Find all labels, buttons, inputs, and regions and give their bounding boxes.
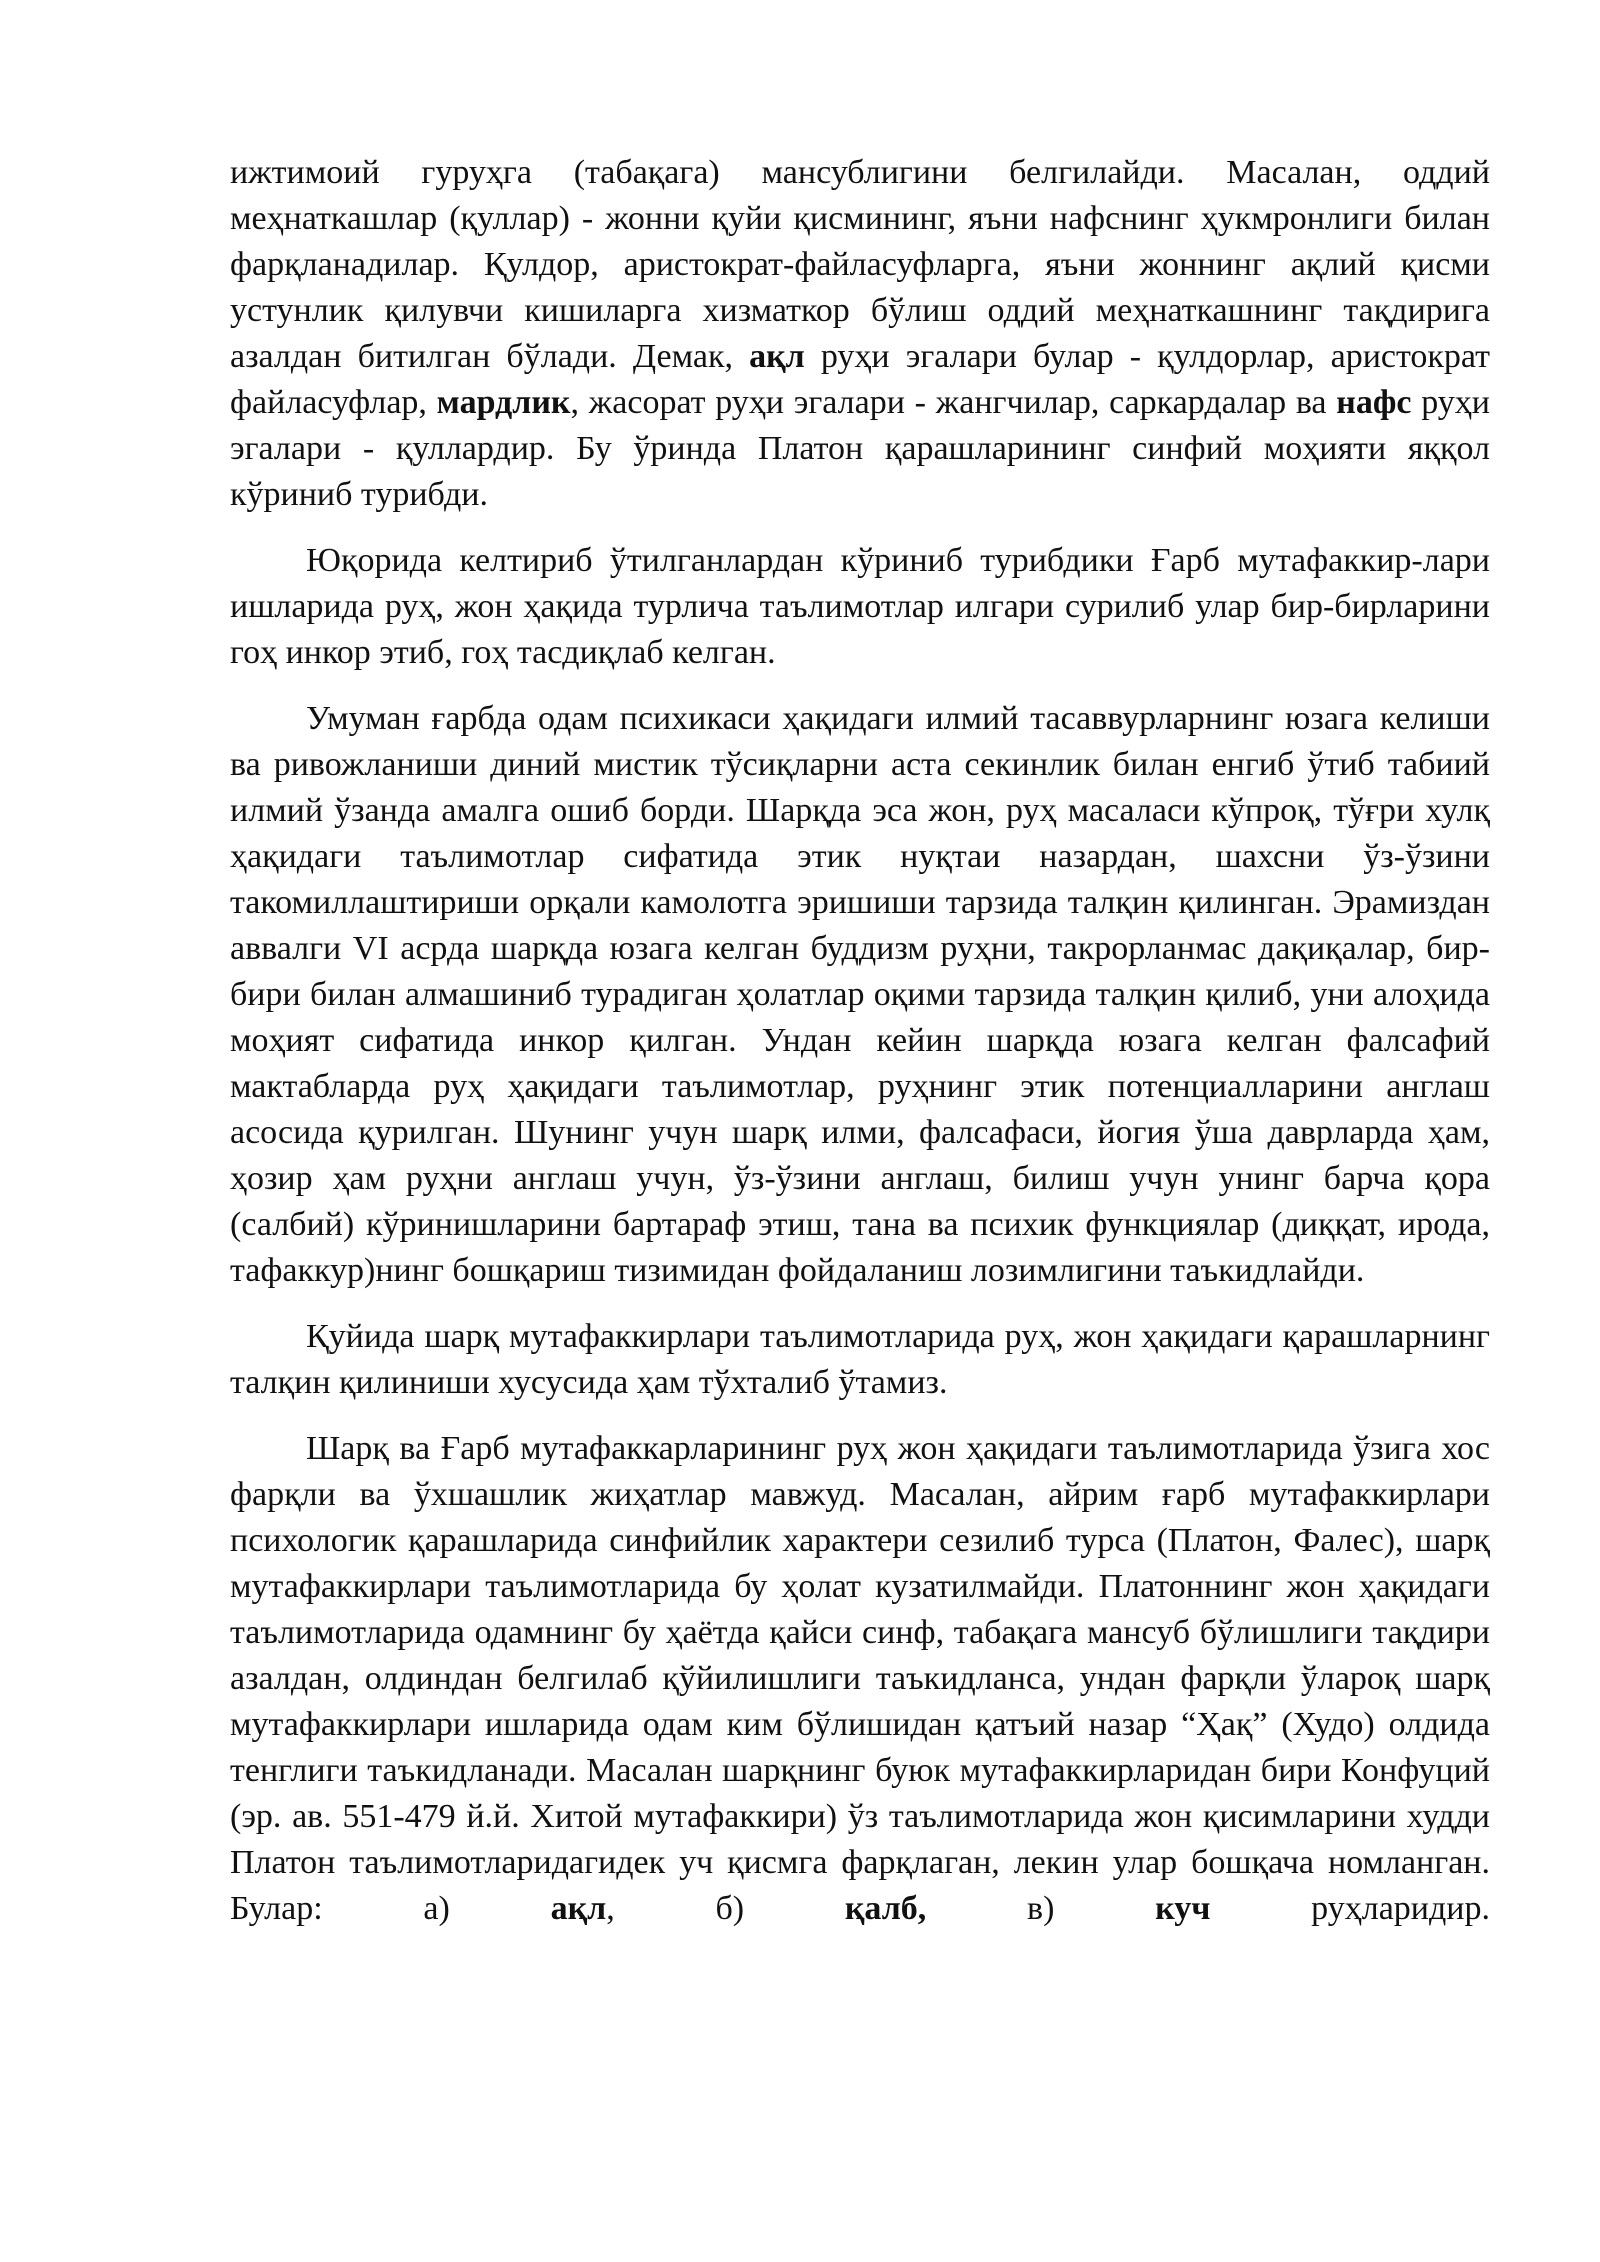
text-segment: Шарқ ва Ғарб мутафаккарларининг руҳ жон ҳақидаги таълимотларида ўзига хос фарқли ва ўхшашлик жиҳатлар мавжуд. Масалан, айрим ғарб мутафаккирлари психологик қарашларида синфийлик характери сезилиб турса (Платон, Фалес), шарқ мутафаккирлари таълимотларида бу ҳолат кузатилмайди. Платоннинг жон ҳақидаги таълимотларида одамнинг бу ҳаётда қайси синф, табақага мансуб бўлишлиги тақдири азалдан, олдиндан белгилаб қўйилишлиги таъкидланса, ундан фарқли ўлароқ шарқ мутафаккирлари ишларида одам ким бўлишидан қатъий назар “Ҳақ” (Худо) олдида тенглиги таъкидланади. Масалан шарқнинг буюк мутафаккирларидан бири Конфуций (эр. ав. 551-479 й.й. Хитой мутафаккири) ўз таълимотларида жон қисимларини худди Платон таълимотларидагидек уч қисмга фарқлаган, лекин улар бошқача номланган. Булар: а) [230,1430,1490,1927]
paragraph-3 [230,696,1490,1294]
bold-term: қалб, [844,1890,927,1927]
text-segment: Умуман ғарбда одам психикаси ҳақидаги илмий тасаввурларнинг юзага келиши ва ривожланиши диний мистик тўсиқларни аста секинлик билан енгиб ўтиб табиий илмий ўзанда амалга ошиб борди. Шарқда эса жон, руҳ масаласи кўпроқ, тўғри хулқ ҳақидаги таълимотлар сифатида этик нуқтаи назардан, шахсни ўз-ўзини такомиллаштириши орқали камолотга эришиши тарзида талқин қилинган. Эрамиздан аввалги VI асрда шарқда юзага келган буддизм руҳни, такрорланмас дақиқалар, бир-бири билан алмашиниб турадиган ҳолатлар оқими тарзида талқин қилиб, уни алоҳида моҳият сифатида инкор қилган. Ундан кейин шарқда юзага келган фалсафий мактабларда руҳ ҳақидаги таълимотлар, руҳнинг этик потенциалларини англаш асосида қурилган. Шунинг учун шарқ илми, фалсафаси, йогия ўша даврларда ҳам, ҳозир ҳам руҳни англаш учун, ўз-ўзини англаш, билиш учун унинг барча қора (салбий) кўринишларини бартараф этиш, тана ва психик функциялар (диққат, ирода, тафаккур)нинг бошқариш тизимидан фойдаланиш лозимлигини таъкидлайди. [230,700,1490,1289]
text-segment: руҳи эгалари - қуллардир. Бу ўринда Платон қарашларининг синфий моҳияти яққол кўриниб турибди. [230,384,1490,513]
bold-term: мардлик [436,384,571,421]
paragraph-4 [230,1314,1490,1406]
text-segment: в) [926,1890,1156,1927]
paragraph-2 [230,538,1490,676]
bold-term: ақл [749,338,805,375]
document-page [230,150,1490,1952]
text-segment: , жасорат руҳи эгалари - жангчилар, саркардалар ва [570,384,1337,421]
bold-term: ақл [550,1890,607,1927]
bold-term: куч [1155,1890,1211,1927]
paragraph-5 [230,1426,1490,1932]
paragraph-1 [230,150,1490,518]
text-segment: руҳи эгалари булар - қулдорлар, аристократ файласуфлар, [230,338,1491,421]
text-segment: , б) [606,1890,845,1927]
text-segment: ижтимоий гуруҳга (табақага) мансублигини белгилайди. Масалан, оддий меҳнаткашлар (қуллар) - жонни қуйи қисмининг, яъни нафснинг ҳукмронлиги билан фарқланадилар. Қулдор, аристократ-файласуфларга, яъни жоннинг ақлий қисми устунлик қилувчи кишиларга хизматкор бўлиш оддий меҳнаткашнинг тақдирига азалдан битилган бўлади. Демак, [230,154,1490,375]
bold-term: нафс [1336,384,1412,421]
text-segment: Қуйида шарқ мутафаккирлари таълимотларида руҳ, жон ҳақидаги қарашларнинг талқин қилиниши хусусида ҳам тўхталиб ўтамиз. [230,1318,1490,1401]
text-segment: руҳларидир. [1210,1890,1490,1927]
text-segment: Юқорида келтириб ўтилганлардан кўриниб турибдики Ғарб мутафаккир-лари ишларида руҳ, жон ҳақида турлича таълимотлар илгари сурилиб улар бир-бирларини гоҳ инкор этиб, гоҳ тасдиқлаб келган. [230,542,1490,671]
